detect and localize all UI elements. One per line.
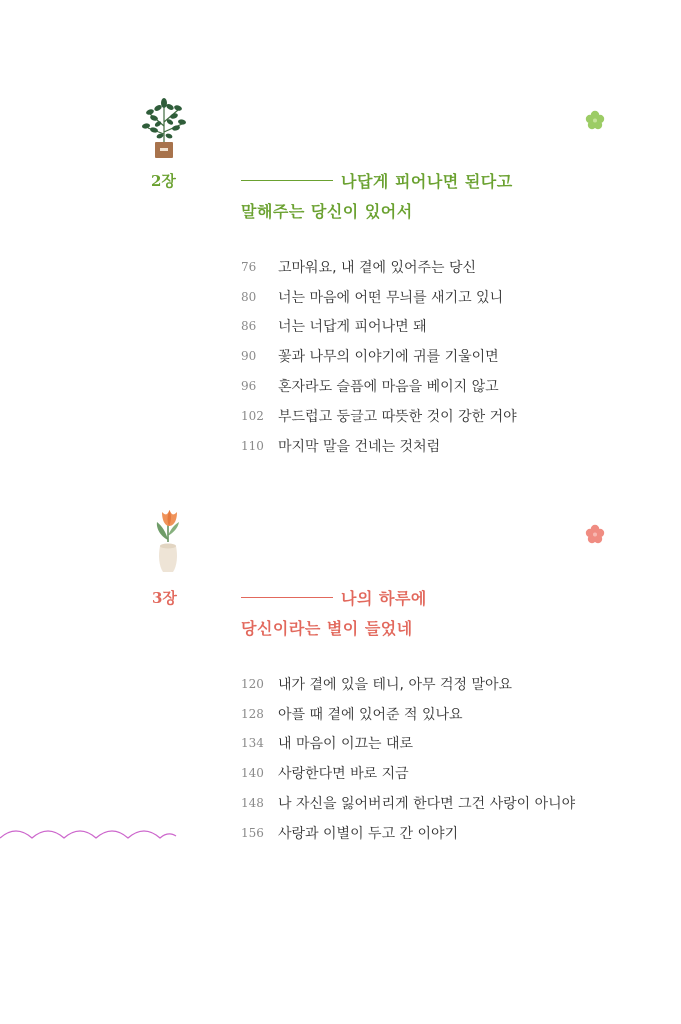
entry-title: 나 자신을 잃어버리게 한다면 그건 사랑이 아니야 (278, 796, 576, 813)
page-number: 102 (241, 408, 264, 423)
page-number: 110 (241, 438, 264, 453)
entry-title: 사랑과 이별이 두고 간 이야기 (278, 825, 459, 842)
toc-list-chapter-2 (241, 252, 517, 461)
page-number: 96 (241, 379, 257, 394)
entry-title: 내 마음이 이끄는 대로 (278, 736, 414, 753)
chapter-title-line-1 (241, 586, 427, 609)
chapter-title-line-2: 당신이라는 별이 들었네 (241, 619, 413, 638)
chapter-title-line-1 (241, 169, 513, 192)
page-number: 80 (241, 289, 257, 304)
page-number: 140 (241, 766, 264, 781)
entry-title: 너는 마음에 어떤 무늬를 새기고 있니 (278, 289, 504, 306)
potted-plant-icon (138, 96, 190, 160)
flower-decoration-pink (585, 524, 605, 544)
toc-entry[interactable] (241, 431, 517, 461)
page-number: 134 (241, 736, 264, 751)
chapter-label-2: 2장 (151, 172, 176, 190)
page-number: 120 (241, 676, 264, 691)
entry-title: 너는 너답게 피어나면 돼 (278, 319, 427, 336)
page-number: 86 (241, 319, 257, 334)
entry-title: 마지막 말을 건네는 것처럼 (278, 438, 441, 455)
toc-entry[interactable] (241, 282, 517, 312)
chapter-title-text: 나답게 피어나면 된다고 (341, 172, 513, 191)
entry-title: 내가 곁에 있을 테니, 아무 걱정 말아요 (278, 676, 513, 693)
toc-entry[interactable] (241, 252, 517, 282)
page-number: 128 (241, 706, 264, 721)
toc-list-chapter-3 (241, 669, 575, 848)
entry-title: 혼자라도 슬픔에 마음을 베이지 않고 (278, 379, 499, 396)
toc-entry[interactable] (241, 788, 575, 818)
title-rule (241, 180, 333, 181)
toc-entry[interactable] (241, 371, 517, 401)
toc-entry[interactable] (241, 729, 575, 759)
entry-title: 사랑한다면 바로 지금 (278, 766, 409, 783)
entry-title: 아플 때 곁에 있어준 적 있나요 (278, 706, 463, 723)
toc-entry[interactable] (241, 312, 517, 342)
title-rule (241, 597, 333, 598)
toc-entry[interactable] (241, 758, 575, 788)
entry-title: 부드럽고 둥글고 따뜻한 것이 강한 거야 (278, 408, 517, 425)
wave-decoration (0, 826, 180, 842)
page-number: 156 (241, 825, 264, 840)
page-number: 148 (241, 796, 264, 811)
chapter-title-text: 나의 하루에 (341, 589, 427, 608)
flower-decoration-green (585, 110, 605, 130)
toc-entry[interactable] (241, 699, 575, 729)
tulip-vase-icon (148, 506, 188, 576)
toc-entry[interactable] (241, 818, 575, 848)
entry-title: 꽃과 나무의 이야기에 귀를 기울이면 (278, 349, 499, 366)
chapter-title-line-2: 말해주는 당신이 있어서 (241, 202, 413, 221)
page-number: 90 (241, 349, 257, 364)
chapter-label-3: 3장 (152, 589, 177, 607)
entry-title: 고마워요, 내 곁에 있어주는 당신 (278, 259, 477, 276)
toc-entry[interactable] (241, 401, 517, 431)
page-number: 76 (241, 259, 257, 274)
toc-entry[interactable] (241, 341, 517, 371)
toc-entry[interactable] (241, 669, 575, 699)
